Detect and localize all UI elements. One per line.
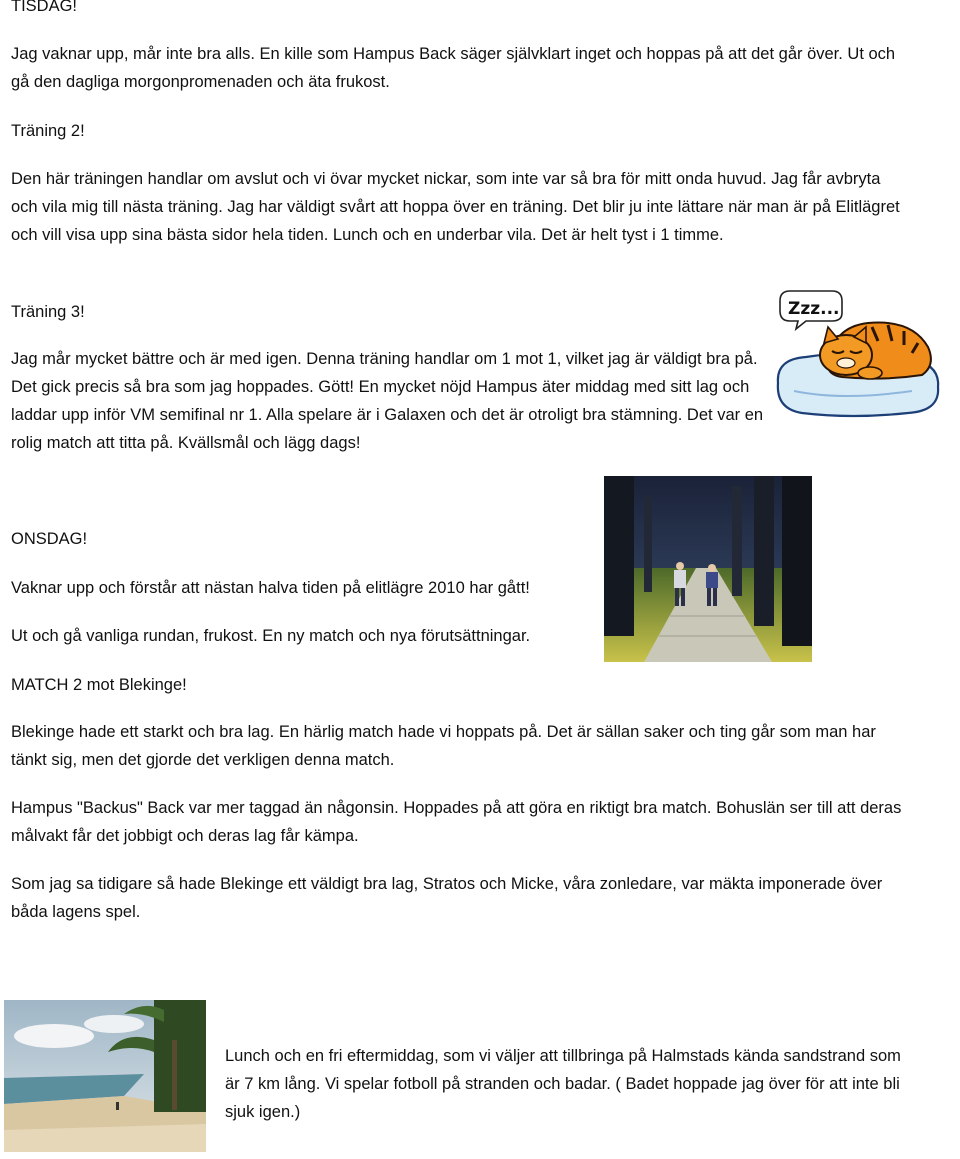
paragraph-walk: Ut och gå vanliga rundan, frukost. En ny match och nya förutsättningar. xyxy=(11,627,531,645)
heading-tisdag: TISDAG! xyxy=(11,0,78,15)
paragraph-traning-2: Den här träningen handlar om avslut och vi övar mycket nickar, som inte var så bra för mitt onda huvud. Jag får avbryta och vila mig till nästa träning. Jag har väldigt svårt att hoppa över en träning. Det blir ju inte lättare när man är på Elitlägret och vill visa upp sina bästa sidor hela tiden. Lunch och en underbar vila. Det är helt tyst i 1 timme. xyxy=(11,170,900,244)
paragraph-traning-3: Jag mår mycket bättre och är med igen. Denna träning handlar om 1 mot 1, vilket jag är väldigt bra på. Det gick precis så bra som jag hoppades. Gött! En mycket nöjd Hampus äter middag med sitt lag och laddar upp inför VM semifinal nr 1. Alla spelare är i Galaxen och det är otroligt bra stämning. Det var en rolig match att titta på. Kvällsmål och lägg dags! xyxy=(11,350,764,452)
paragraph-zonledare: Som jag sa tidigare så hade Blekinge ett väldigt bra lag, Stratos och Micke, våra zonledare, var mäkta imponerade över båda lagens spel. xyxy=(11,875,883,921)
heading-traning-3: Träning 3! xyxy=(11,303,85,321)
heading-match-2: MATCH 2 mot Blekinge! xyxy=(11,676,187,694)
heading-traning-2: Träning 2! xyxy=(11,122,85,140)
walking-path-image xyxy=(604,476,812,662)
beach-image xyxy=(4,1000,206,1152)
paragraph-morning: Jag vaknar upp, mår inte bra alls. En kille som Hampus Back säger självklart inget och hoppas på att det går över. Ut och gå den dagliga morgonpromenaden och äta frukost. xyxy=(11,45,896,91)
paragraph-match-blekinge: Blekinge hade ett starkt och bra lag. En härlig match hade vi hoppats på. Det är sällan saker och ting går som man har tänkt sig, men det gjorde det verkligen denna match. xyxy=(11,723,876,769)
paragraph-beach: Lunch och en fri eftermiddag, som vi väljer att tillbringa på Halmstads kända sandstrand som är 7 km lång. Vi spelar fotboll på stranden och badar. ( Badet hoppade jag över för att inte bli sjuk igen.) xyxy=(225,1047,901,1121)
sleeping-cat-image xyxy=(772,287,944,427)
paragraph-wakeup: Vaknar upp och förstår att nästan halva tiden på elitlägre 2010 har gått! xyxy=(11,579,530,597)
sleep-bubble-text: Zzz... xyxy=(788,299,840,319)
paragraph-backus: Hampus "Backus" Back var mer taggad än någonsin. Hoppades på att göra en riktigt bra match. Bohuslän ser till att deras målvakt får det jobbigt och deras lag får kämpa. xyxy=(11,799,902,845)
heading-onsdag: ONSDAG! xyxy=(11,530,88,548)
